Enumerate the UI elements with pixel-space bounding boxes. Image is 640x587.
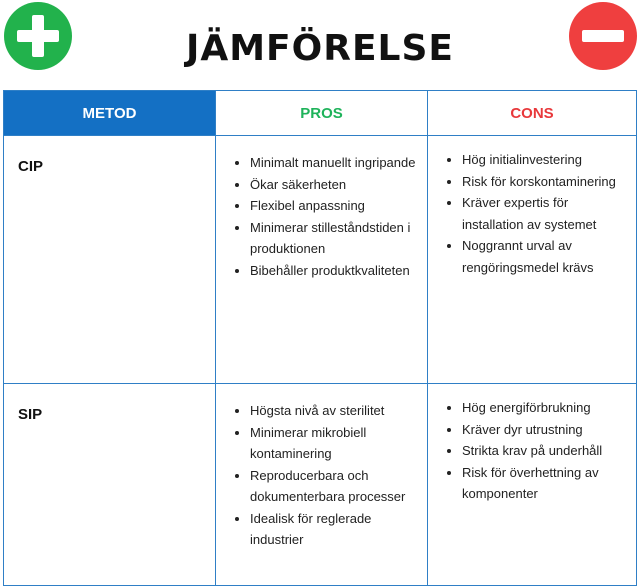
method-cell: SIP	[4, 384, 216, 586]
list-item: • Kräver expertis för installation av systemet	[462, 192, 628, 235]
pros-list	[216, 136, 427, 281]
table-row	[4, 384, 637, 586]
pros-cell	[216, 384, 428, 586]
minus-icon	[568, 1, 638, 71]
list-item: • Minimerar mikrobiell kontaminering	[250, 422, 419, 465]
list-item: • Bibehåller produktkvaliteten	[250, 260, 419, 282]
pros-cell	[216, 136, 428, 384]
list-item: • Ökar säkerheten	[250, 174, 419, 196]
header-pros: PROS	[216, 91, 428, 136]
pros-list	[216, 384, 427, 551]
cons-cell	[428, 136, 637, 384]
cons-list	[428, 136, 636, 278]
list-item: • Högsta nivå av sterilitet	[250, 400, 419, 422]
header-cons: CONS	[428, 91, 637, 136]
list-item: • Strikta krav på underhåll	[462, 440, 628, 462]
cons-list	[428, 384, 636, 505]
list-item: • Idealisk för reglerade industrier	[250, 508, 419, 551]
cons-cell	[428, 384, 637, 586]
page-title: JÄMFÖRELSE	[185, 28, 455, 69]
table-row	[4, 136, 637, 384]
header-row	[4, 91, 637, 136]
comparison-table	[3, 90, 637, 586]
list-item: • Kräver dyr utrustning	[462, 419, 628, 441]
list-item: • Reproducerbara och dokumenterbara processer	[250, 465, 419, 508]
list-item: • Minimerar stilleståndstiden i produktionen	[250, 217, 419, 260]
header-metod: METOD	[4, 91, 216, 136]
list-item: • Risk för överhettning av komponenter	[462, 462, 628, 505]
list-item: • Minimalt manuellt ingripande	[250, 152, 419, 174]
method-cell: CIP	[4, 136, 216, 384]
list-item: • Hög initialinvestering	[462, 149, 628, 171]
list-item: • Hög energiförbrukning	[462, 397, 628, 419]
list-item: • Flexibel anpassning	[250, 195, 419, 217]
list-item: • Noggrannt urval av rengöringsmedel krävs	[462, 235, 628, 278]
list-item: • Risk för korskontaminering	[462, 171, 628, 193]
